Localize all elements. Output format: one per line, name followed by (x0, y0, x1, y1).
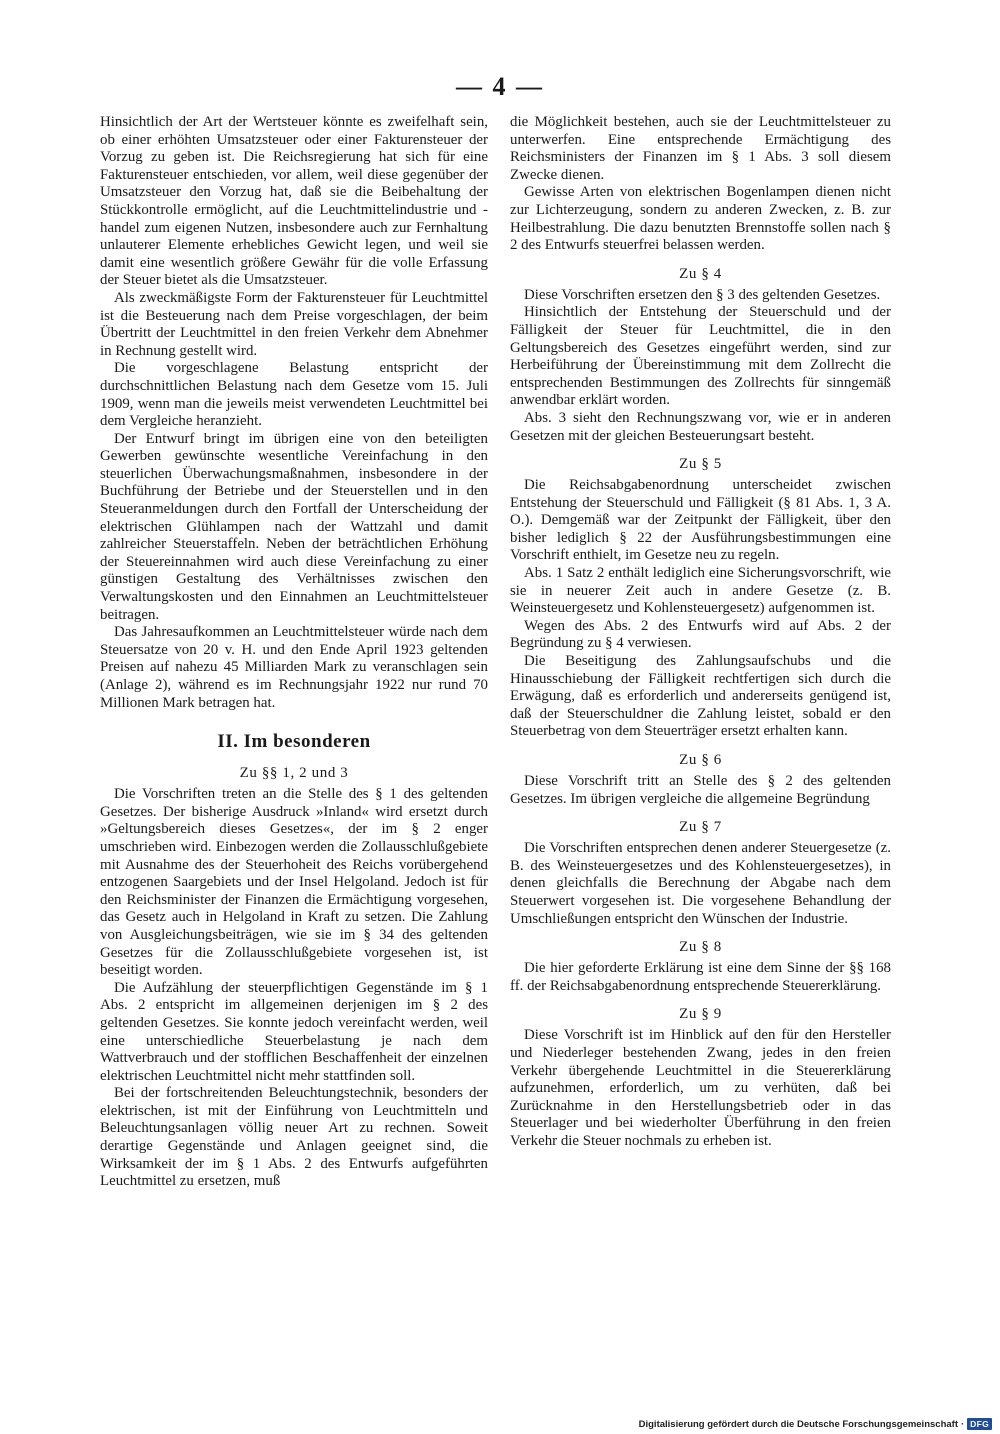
right-column (510, 114, 891, 1151)
section-title: II. Im besonderen (217, 731, 371, 753)
dfg-logo: DFG (967, 1418, 992, 1430)
subsection-heading: Zu § 8 (679, 939, 722, 956)
subsection-heading: Zu § 5 (679, 456, 722, 473)
paragraph: Bei der fortschreitenden Beleuchtungstechnik, besonders der elektrischen, ist mit der Einführung von Leuchtmitteln und Beleuchtungsanlagen völlig neuer Art zu rechnen. Soweit derartige Gegenstände und Anlagen geeignet sind, die Wirksamkeit der im § 1 Abs. 2 des Entwurfs aufgeführten Leuchtmittel zu ersetzen, muß (100, 1085, 488, 1190)
paragraph: Hinsichtlich der Art der Wertsteuer könnte es zweifelhaft sein, ob einer erhöhten Umsatzsteuer oder einer Fakturensteuer der Vorzug zu geben ist. Die Reichsregierung hat sich für eine Fakturensteuer entschieden, vor allem, weil diese gegenüber der Umsatzsteuer den Vorzug hat, daß sie die Beibehaltung der Stückkontrolle ermöglicht, auf die Leuchtmittelindustrie und -handel zum eigenen Nutzen, insbesondere auch zur Fernhaltung unlauterer Elemente erhebliches Gewicht legen, und weil sie damit eine wesentlich größere Gewähr für die volle Erfassung der Steuer bietet als die Umsatzsteuer. (100, 114, 488, 289)
paragraph: Die hier geforderte Erklärung ist eine dem Sinne der §§ 168 ff. der Reichsabgabenordnung entsprechende Steuererklärung. (510, 960, 891, 994)
paragraph: Die Beseitigung des Zahlungsaufschubs und die Hinausschiebung der Fälligkeit rechtfertigen sich durch die Erwägung, daß es erforderlich und andererseits genügend ist, daß der Steuerschuldner die Zahlung leistet, sobald er den Steuerbetrag von dem Steuerträger ersetzt erhalten kann. (510, 653, 891, 740)
paragraph: Diese Vorschrift tritt an Stelle des § 2 des geltenden Gesetzes. Im übrigen vergleiche die allgemeine Begründung (510, 773, 891, 807)
page-number: — 4 — (456, 72, 544, 101)
paragraph: Diese Vorschrift ist im Hinblick auf den für den Hersteller und Niederleger bestehenden Zwang, jedes in den freien Verkehr übergehende Leuchtmittel in die Steuererklärung aufzunehmen, erforderlich, um zu verhüten, daß bei Zurücknahme in den Herstellungsbetrieb oder in das Steuerlager und bei wiederholter Überführung in den freien Verkehr die Steuer nochmals zu erheben ist. (510, 1027, 891, 1149)
paragraph: Diese Vorschriften ersetzen den § 3 des geltenden Gesetzes. (524, 286, 881, 303)
subsection-heading: Zu §§ 1, 2 und 3 (239, 765, 349, 782)
paragraph: Wegen des Abs. 2 des Entwurfs wird auf Abs. 2 der Begründung zu § 4 verwiesen. (510, 617, 891, 652)
paragraph: Die Vorschriften entsprechen denen anderer Steuergesetze (z. B. des Weinsteuergesetzes und des Kohlensteuergesetzes), in denen gleichfalls die Berechnung der Abgabe nach dem Steuerwert vorgesehen ist. Die vorgesehene Behandlung der Umschließungen entspricht den Wünschen der Industrie. (510, 840, 891, 927)
paragraph: Abs. 3 sieht den Rechnungszwang vor, wie er in anderen Gesetzen mit der gleichen Besteuerungsart besteht. (510, 409, 891, 444)
paragraph: Das Jahresaufkommen an Leuchtmittelsteuer würde nach dem Steuersatze von 20 v. H. und den Ende April 1923 geltenden Preisen auf nahezu 45 Milliarden Mark zu veranschlagen sein (Anlage 2), während es im Rechnungsjahr 1922 nur rund 70 Millionen Mark betragen hat. (100, 624, 488, 711)
paragraph: Gewisse Arten von elektrischen Bogenlampen dienen nicht zur Lichterzeugung, sondern zu anderen Zwecken, z. B. zur Heilbestrahlung. Die dazu benutzten Brennstoffe sollen nach § 2 des Entwurfs steuerfrei belassen werden. (510, 184, 891, 254)
paragraph: die Möglichkeit bestehen, auch sie der Leuchtmittelsteuer zu unterwerfen. Eine entsprechende Ermächtigung des Reichsministers der Finanzen im § 1 Abs. 3 soll diesem Zwecke dienen. (510, 114, 891, 183)
digitization-footer (639, 1417, 992, 1431)
subsection-heading: Zu § 7 (679, 819, 722, 836)
footer-text: Digitalisierung gefördert durch die Deutsche Forschungsgemeinschaft (638, 1418, 958, 1430)
paragraph: Die vorgeschlagene Belastung entspricht der durchschnittlichen Belastung nach dem Gesetze vom 15. Juli 1909, wenn man die jeweils meist verwendeten Leuchtmittel bei dem Vergleiche heranzieht. (100, 360, 488, 430)
paragraph: Abs. 1 Satz 2 enthält lediglich eine Sicherungsvorschrift, wie sie in neuerer Zeit auch in andere Gesetze (z. B. Weinsteuergesetz und Kohlensteuergesetz) aufgenommen ist. (510, 565, 891, 617)
subsection-heading: Zu § 9 (679, 1006, 722, 1023)
separator-dot-icon: · (960, 1418, 965, 1430)
subsection-heading: Zu § 6 (679, 752, 722, 768)
paragraph: Als zweckmäßigste Form der Fakturensteuer für Leuchtmittel ist die Besteuerung nach dem Preise vorgeschlagen, der beim Übertritt der Leuchtmittel in den freien Verkehr dem Abnehmer in Rechnung gestellt wird. (100, 289, 488, 359)
paragraph: Die Aufzählung der steuerpflichtigen Gegenstände im § 1 Abs. 2 entspricht im allgemeinen derjenigen im § 2 des geltenden Gesetzes. Sie konnte jedoch vereinfacht werden, weil eine unterschiedliche Steuerbelastung je nach dem Wattverbrauch und der stofflichen Beschaffenheit der einzelnen elektrischen Leuchtmittel nicht mehr stattfinden soll. (100, 979, 488, 1084)
subsection-heading: Zu § 4 (679, 265, 722, 282)
paragraph: Die Reichsabgabenordnung unterscheidet zwischen Entstehung der Steuerschuld und Fälligkeit (§ 81 Abs. 1, 3 A. O.). Demgemäß war der Zeitpunkt der Fälligkeit, über den bisher lediglich § 22 der Ausführungsbestimmungen eine Vorschrift enthielt, im Gesetze neu zu regeln. (510, 477, 891, 564)
paragraph: Die Vorschriften treten an die Stelle des § 1 des geltenden Gesetzes. Der bisherige Ausdruck »Inland« wird ersetzt durch »Geltungsbereich dieses Gesetzes«, der im § 2 enger umschrieben wird. Einbezogen werden die Zollausschlußgebiete mit Ausnahme des der Steuerhoheit des Reichs vorübergehend entzogenen Saargebiets und der Insel Helgoland. Jedoch ist für den Reichsminister der Finanzen die Ermächtigung vorgesehen, das Gesetz auch in Helgoland in Kraft zu setzen. Die Zahlung von Ausgleichungsbeiträgen, wie sie im § 34 des geltenden Gesetzes für die Zollausschlußgebiete vorgesehen ist, ist beseitigt worden. (100, 786, 488, 979)
paragraph: Hinsichtlich der Entstehung der Steuerschuld und der Fälligkeit der Steuer für Leuchtmittel, die in den Geltungsbereich des Gesetzes eingeführt werden, sind zur Herbeiführung der Übereinstimmung mit dem Zollrecht die entsprechenden Bestimmungen des Zollrechts für sinngemäß anwendbar erklärt worden. (510, 304, 891, 409)
paragraph: Der Entwurf bringt im übrigen eine von den beteiligten Gewerben gewünschte wesentliche Vereinfachung in den steuerlichen Überwachungsmaßnahmen, insbesondere in der Buchführung der Betriebe und der Steuerstellen und in den Steueranmeldungen durch den Fortfall der Unterscheidung der elektrischen Glühlampen nach der Wattzahl und damit zahlreicher Steuerstaffeln. Neben der beträchtlichen Erhöhung der Steuereinnahmen wird auch diese Vereinfachung zu einer günstigen Gestaltung des Verhältnisses zwischen den Verwaltungskosten und den Einnahmen an Leuchtmittelsteuer beitragen. (100, 430, 488, 623)
left-column (100, 114, 488, 1191)
